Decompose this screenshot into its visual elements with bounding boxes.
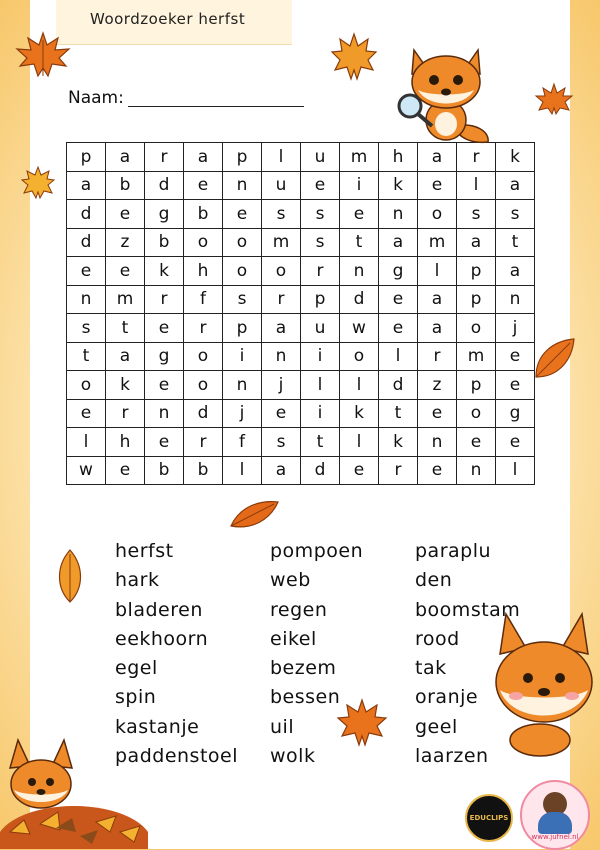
grid-cell: s [262,200,301,229]
grid-row [67,257,535,286]
grid-cell: n [223,171,262,200]
maple-leaf-icon [330,32,378,82]
word-item: laarzen [415,745,489,768]
grid-cell: f [223,428,262,457]
grid-cell: n [496,285,535,314]
grid-row [67,428,535,457]
word-item: rood [415,627,460,650]
grid-row [67,456,535,485]
grid-cell: t [67,342,106,371]
educlips-logo [465,794,513,842]
grid-cell: t [496,228,535,257]
grid-row [67,371,535,400]
name-label: Naam: [68,88,124,108]
fox-in-leaves-icon [0,732,148,849]
grid-row [67,399,535,428]
grid-cell: a [262,456,301,485]
word-item: paraplu [415,540,492,562]
word-item: bezem [270,657,337,680]
grid-cell: e [496,342,535,371]
grid-cell: o [223,228,262,257]
word-item: web [270,569,311,592]
grid-cell: l [418,257,457,286]
grid-cell: a [262,314,301,343]
grid-cell: r [379,456,418,485]
grid-cell: i [301,399,340,428]
grid-cell: r [184,314,223,343]
grid-cell: o [223,257,262,286]
grid-cell: r [301,257,340,286]
word-item: pompoen [270,540,364,562]
jufnel-logo-text: www.jufnel.nl [531,833,579,841]
grid-cell: e [340,200,379,229]
grid-cell: w [67,456,106,485]
grid-cell: a [67,171,106,200]
grid-cell: e [145,428,184,457]
grid-cell: e [379,285,418,314]
grid-cell: p [457,257,496,286]
name-line [128,106,304,107]
grid-cell: m [418,228,457,257]
grid-cell: n [379,200,418,229]
grid-cell: a [496,171,535,200]
word-search-grid [66,142,535,485]
grid-cell: r [145,285,184,314]
word-item: bessen [270,686,341,709]
grid-cell: z [106,228,145,257]
grid-cell: r [262,285,301,314]
grid-row [67,342,535,371]
grid-row [67,314,535,343]
grid-cell: d [340,285,379,314]
grid-cell: g [145,342,184,371]
grid-cell: r [418,342,457,371]
grid-cell: k [106,371,145,400]
grid-cell: d [145,171,184,200]
grid-cell: h [184,257,223,286]
grid-cell: e [262,399,301,428]
grid-cell: b [145,456,184,485]
grid-cell: e [418,399,457,428]
grid-cell: b [184,200,223,229]
word-item: eekhoorn [115,627,209,650]
grid-cell: b [184,456,223,485]
grid-cell: r [184,428,223,457]
grid-cell: g [496,399,535,428]
grid-cell: i [301,342,340,371]
grid-cell: t [340,228,379,257]
maple-leaf-icon [20,165,56,201]
grid-cell: r [145,143,184,172]
grid-cell: t [106,314,145,343]
grid-row [67,200,535,229]
grid-cell: i [340,171,379,200]
grid-cell: e [418,171,457,200]
educlips-logo-text: EDUCLIPS [469,814,509,822]
word-item: paddenstoel [115,745,238,768]
grid-cell: b [106,171,145,200]
grid-cell: o [67,371,106,400]
grid-cell: i [223,342,262,371]
word-item: geel [415,715,458,738]
grid-cell: a [106,143,145,172]
grid-cell: n [457,456,496,485]
grid-cell: a [418,314,457,343]
grid-cell: u [262,171,301,200]
grid-cell: p [67,143,106,172]
grid-cell: o [184,342,223,371]
grid-cell: s [457,200,496,229]
grid-cell: l [340,428,379,457]
grid-cell: g [379,257,418,286]
grid-cell: d [379,371,418,400]
grid-cell: r [106,399,145,428]
grid-cell: a [457,228,496,257]
grid-row [67,171,535,200]
word-item: eikel [270,627,317,650]
grid-cell: s [301,228,340,257]
grid-cell: e [106,257,145,286]
grid-cell: m [340,143,379,172]
grid-cell: e [184,171,223,200]
word-item: uil [270,715,295,738]
grid-cell: e [418,456,457,485]
grid-cell: e [106,200,145,229]
grid-cell: j [496,314,535,343]
grid-cell: n [145,399,184,428]
grid-row [67,285,535,314]
grid-cell: n [223,371,262,400]
grid-cell: l [496,456,535,485]
grid-cell: n [262,342,301,371]
word-item: wolk [270,745,316,768]
grid-cell: a [418,285,457,314]
grid-cell: t [379,399,418,428]
word-item: boomstam [415,598,521,621]
grid-cell: o [457,399,496,428]
grid-cell: l [262,143,301,172]
word-item: tak [415,657,447,680]
grid-cell: e [67,399,106,428]
grid-cell: k [496,143,535,172]
jufnel-logo [520,780,590,850]
word-item: kastanje [115,715,200,738]
grid-cell: e [457,428,496,457]
grid-cell: p [301,285,340,314]
grid-cell: d [184,399,223,428]
worksheet-title: Woordzoeker herfst [90,10,246,28]
grid-cell: d [301,456,340,485]
grid-cell: m [457,342,496,371]
grid-cell: e [496,371,535,400]
avatar-body [538,812,572,834]
word-item: herfst [115,540,174,562]
grid-cell: z [418,371,457,400]
grid-cell: n [340,257,379,286]
grid-cell: l [340,371,379,400]
grid-cell: e [340,456,379,485]
grid-cell: k [340,399,379,428]
word-item: hark [115,569,160,592]
grid-row [67,228,535,257]
grid-cell: p [457,371,496,400]
grid-cell: k [379,171,418,200]
maple-leaf-icon [14,30,72,80]
grid-cell: e [379,314,418,343]
leaf-icon [530,335,578,383]
grid-cell: u [301,143,340,172]
grid-cell: s [67,314,106,343]
grid-cell: e [145,371,184,400]
grid-cell: l [379,342,418,371]
grid-cell: e [223,200,262,229]
grid-cell: u [301,314,340,343]
grid-cell: o [340,342,379,371]
grid-cell: h [379,143,418,172]
grid-cell: m [262,228,301,257]
grid-cell: b [145,228,184,257]
grid-cell: p [223,314,262,343]
grid-cell: r [457,143,496,172]
grid-cell: a [184,143,223,172]
word-item: oranje [415,686,479,709]
grid-cell: w [340,314,379,343]
grid-cell: l [67,428,106,457]
grid-cell: t [301,428,340,457]
word-item: regen [270,598,328,621]
grid-cell: e [496,428,535,457]
word-item: bladeren [115,598,203,621]
grid-cell: j [223,399,262,428]
grid-cell: n [418,428,457,457]
grid-cell: p [223,143,262,172]
maple-leaf-icon [336,698,388,748]
grid-cell: o [457,314,496,343]
grid-cell: n [67,285,106,314]
grid-cell: a [418,143,457,172]
grid-cell: e [301,171,340,200]
grid-cell: e [106,456,145,485]
grid-cell: p [457,285,496,314]
grid-cell: a [379,228,418,257]
grid-cell: s [496,200,535,229]
grid-cell: g [145,200,184,229]
grid-cell: m [106,285,145,314]
word-item: egel [115,657,158,680]
leaf-icon [228,498,280,532]
grid-cell: j [262,371,301,400]
grid-cell: o [184,371,223,400]
grid-cell: o [418,200,457,229]
maple-leaf-icon [534,82,574,116]
grid-cell: a [496,257,535,286]
grid-cell: e [67,257,106,286]
leaf-icon [52,548,88,604]
grid-row [67,143,535,172]
word-item: den [415,569,453,592]
grid-cell: h [106,428,145,457]
grid-cell: e [145,314,184,343]
word-item: spin [115,686,157,709]
grid-cell: o [184,228,223,257]
grid-cell: l [457,171,496,200]
grid-cell: l [223,456,262,485]
grid-cell: d [67,200,106,229]
fox-detective-icon [392,40,498,144]
grid-cell: o [262,257,301,286]
grid-cell: s [301,200,340,229]
grid-cell: f [184,285,223,314]
grid-cell: l [301,371,340,400]
grid-cell: k [379,428,418,457]
fox-icon [488,608,600,758]
grid-cell: s [223,285,262,314]
grid-cell: d [67,228,106,257]
grid-cell: a [106,342,145,371]
grid-cell: k [145,257,184,286]
grid-cell: s [262,428,301,457]
